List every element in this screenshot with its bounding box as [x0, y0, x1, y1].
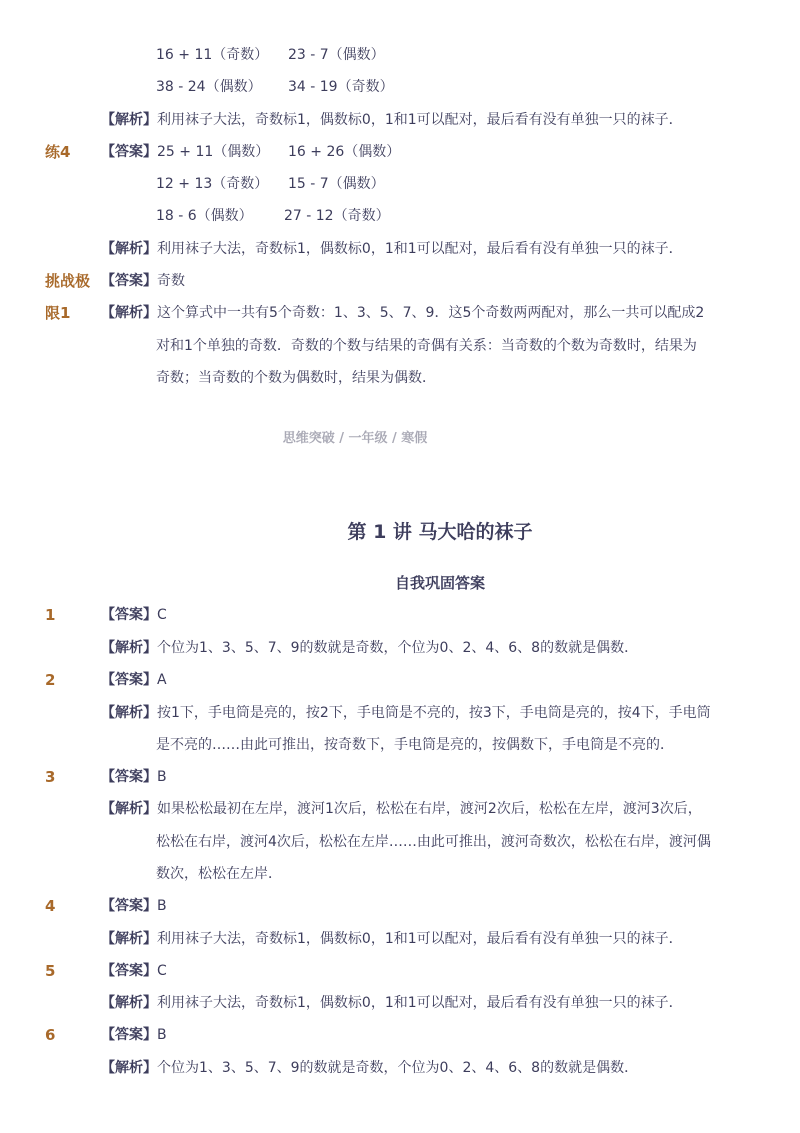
answer-label: 【答案】: [101, 672, 157, 688]
lian4-row2b: 15 - 7（偶数）: [288, 176, 385, 192]
answer-value: B: [157, 769, 167, 785]
analysis-label: 【解析】: [101, 931, 157, 947]
question-number: 4: [45, 897, 56, 915]
q3-analysis-l2: 松松在右岸，渡河4次后，松松在左岸……由此可推出，渡河奇数次，松松在右岸，渡河偶: [156, 834, 711, 850]
lian4-row3b: 27 - 12（奇数）: [284, 208, 390, 224]
lian4-row3a: 18 - 6（偶数）: [156, 208, 253, 224]
q2-answer: [101, 670, 167, 690]
q5-answer: [101, 961, 167, 981]
top-row2b: 34 - 19（奇数）: [288, 79, 394, 95]
analysis-label: 【解析】: [101, 241, 157, 257]
page-footer: 思维突破 / 一年级 / 寒假: [282, 431, 428, 446]
analysis-label: 【解析】: [101, 305, 157, 321]
q3-analysis-l1: [101, 799, 702, 819]
q6-answer: [101, 1025, 167, 1045]
q2-analysis-l1: [101, 703, 711, 723]
answer-value: B: [157, 1027, 167, 1043]
answer-label: 【答案】: [101, 273, 157, 289]
q4-answer: [101, 896, 167, 916]
q2-analysis-l2: 是不亮的……由此可推出，按奇数下，手电筒是亮的，按偶数下，手电筒是不亮的．: [156, 737, 674, 753]
answer-label: 【答案】: [101, 1027, 157, 1043]
challenge-label-2: 限1: [45, 304, 71, 322]
analysis-text: 个位为1、3、5、7、9的数就是奇数，个位为0、2、4、6、8的数就是偶数．: [157, 1060, 639, 1076]
analysis-label: 【解析】: [101, 640, 157, 656]
analysis-label: 【解析】: [101, 995, 157, 1011]
question-number: 2: [45, 671, 56, 689]
analysis-label: 【解析】: [101, 801, 157, 817]
analysis-label: 【解析】: [101, 1060, 157, 1076]
q4-analysis: [101, 929, 683, 949]
analysis-text: 利用袜子大法，奇数标1，偶数标0，1和1可以配对，最后看有没有单独一只的袜子．: [157, 931, 683, 947]
analysis-label: 【解析】: [101, 112, 157, 128]
answer-value: C: [157, 963, 167, 979]
lian4-label: 练4: [45, 143, 71, 161]
question-number: 5: [45, 962, 56, 980]
answer-label: 【答案】: [101, 607, 157, 623]
analysis-text: 这个算式中一共有5个奇数：1、3、5、7、9．这5个奇数两两配对，那么一共可以配成2: [157, 305, 705, 321]
answer-value: 奇数: [157, 273, 185, 289]
question-number: 6: [45, 1026, 56, 1044]
analysis-text: 如果松松最初在左岸，渡河1次后，松松在右岸，渡河2次后，松松在左岸，渡河3次后，: [157, 801, 702, 817]
q3-analysis-l3: 数次，松松在左岸．: [156, 866, 282, 882]
top-row1a: 16 + 11（奇数）: [156, 47, 269, 63]
top-analysis: [101, 110, 683, 130]
analysis-text: 利用袜子大法，奇数标1，偶数标0，1和1可以配对，最后看有没有单独一只的袜子．: [157, 241, 683, 257]
lian4-answer-row: [101, 142, 269, 162]
answer-value: A: [157, 672, 167, 688]
answer-label: 【答案】: [101, 769, 157, 785]
challenge-analysis-l2: 对和1个单独的奇数．奇数的个数与结果的奇偶有关系：当奇数的个数为奇数时，结果为: [156, 338, 697, 354]
q6-analysis: [101, 1058, 638, 1078]
section-title: 自我巩固答案: [394, 574, 485, 592]
chapter-title: 第 1 讲 马大哈的袜子: [347, 521, 533, 543]
lian4-analysis: [101, 239, 683, 259]
answer-value: B: [157, 898, 167, 914]
analysis-label: 【解析】: [101, 705, 157, 721]
q5-analysis: [101, 993, 683, 1013]
challenge-answer: [101, 271, 185, 291]
question-number: 1: [45, 606, 56, 624]
analysis-text: 利用袜子大法，奇数标1，偶数标0，1和1可以配对，最后看有没有单独一只的袜子．: [157, 995, 683, 1011]
analysis-text: 按1下，手电筒是亮的，按2下，手电筒是不亮的，按3下，手电筒是亮的，按4下，手电筒: [157, 705, 711, 721]
challenge-analysis-l1: [101, 303, 704, 323]
answer-value: C: [157, 607, 167, 623]
q1-answer: [101, 605, 167, 625]
q1-analysis: [101, 638, 638, 658]
top-row1b: 23 - 7（偶数）: [288, 47, 385, 63]
answer-label: 【答案】: [101, 963, 157, 979]
lian4-row1b: 16 + 26（偶数）: [288, 144, 401, 160]
q3-answer: [101, 767, 167, 787]
lian4-row1a: 25 + 11（偶数）: [157, 144, 270, 160]
top-row2a: 38 - 24（偶数）: [156, 79, 262, 95]
challenge-analysis-l3: 奇数；当奇数的个数为偶数时，结果为偶数．: [156, 370, 436, 386]
analysis-text: 利用袜子大法，奇数标1，偶数标0，1和1可以配对，最后看有没有单独一只的袜子．: [157, 112, 683, 128]
lian4-row2a: 12 + 13（奇数）: [156, 176, 269, 192]
answer-label: 【答案】: [101, 898, 157, 914]
question-number: 3: [45, 768, 56, 786]
analysis-text: 个位为1、3、5、7、9的数就是奇数，个位为0、2、4、6、8的数就是偶数．: [157, 640, 639, 656]
challenge-label-1: 挑战极: [45, 272, 91, 290]
answer-label: 【答案】: [101, 144, 157, 160]
